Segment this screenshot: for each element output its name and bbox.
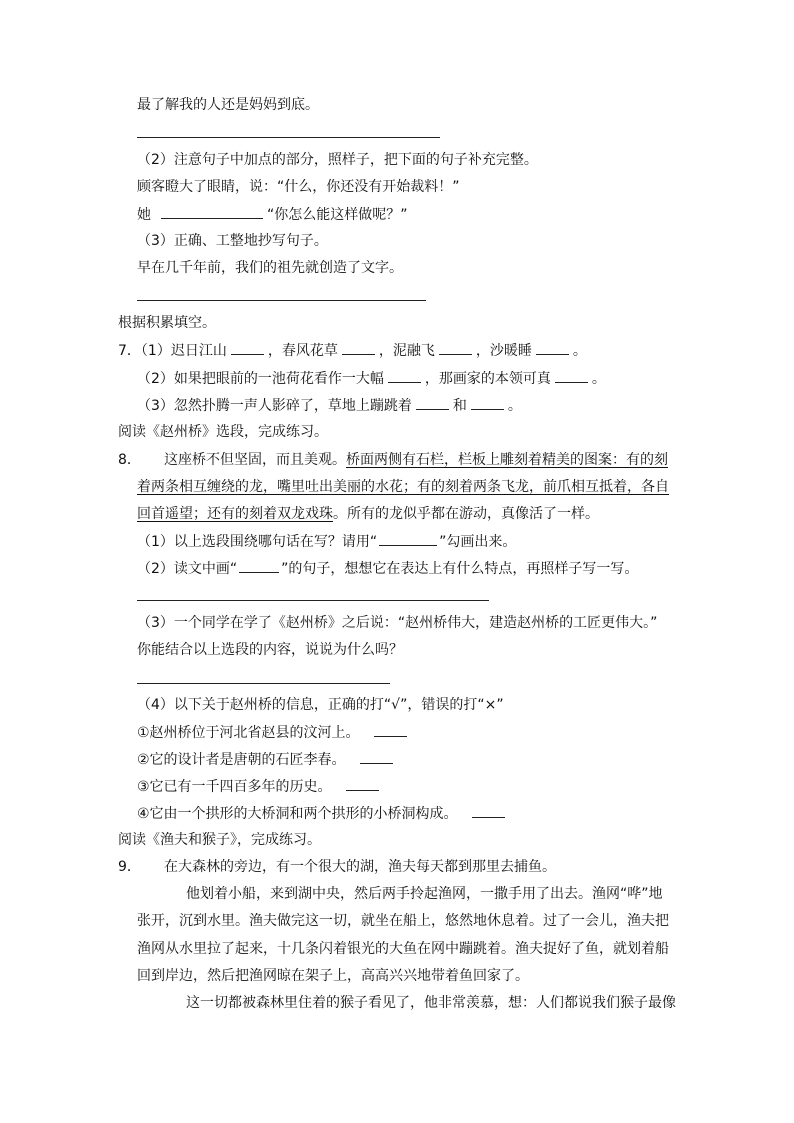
answer-line[interactable]	[137, 600, 489, 601]
judge-item	[137, 722, 411, 743]
text-fragment: 她	[137, 207, 151, 223]
text-fragment: “你怎么能这样做呢？”	[267, 207, 408, 223]
passage-line	[118, 450, 668, 470]
judge-item	[137, 749, 397, 770]
text-fragment: ”勾画出来。	[439, 534, 517, 550]
answer-line[interactable]	[137, 683, 390, 684]
text-fragment: ②它的设计者是唐朝的石匠李春。	[137, 752, 346, 768]
judge-item	[137, 776, 383, 797]
fill-blank[interactable]	[439, 340, 472, 355]
passage-line: 这一切都被森林里住着的猴子看见了，他非常羡慕，想：人们都说我们猴子最像	[186, 995, 676, 1011]
passage-line	[137, 504, 599, 524]
text-fragment: 在大森林的旁边，有一个很大的湖，渔夫每天都到那里去捕鱼。	[164, 859, 556, 875]
fill-blank[interactable]	[346, 776, 379, 791]
text-fragment: 。	[572, 343, 587, 359]
judge-item	[137, 803, 509, 824]
fill-blank[interactable]	[342, 340, 375, 355]
text-fragment: （2）如果把眼前的一池荷花看作一大幅	[137, 371, 384, 387]
text-fragment: ，春风花草	[267, 343, 338, 359]
question-8-2	[137, 558, 638, 579]
passage-line: 回到岸边，然后把渔网晾在架子上，高高兴兴地带着鱼回家了。	[137, 968, 529, 984]
text-fragment: 7．（1）迟日江山	[118, 343, 227, 359]
text-fragment: ，沙暖睡	[475, 343, 532, 359]
text-fragment: 。	[507, 398, 522, 414]
text-line	[137, 204, 408, 225]
question-8-1	[137, 531, 516, 552]
section-heading: 根据积累填空。	[118, 315, 216, 331]
fill-blank[interactable]	[374, 722, 407, 737]
text-fragment: 这座桥不但坚固，而且美观。	[164, 452, 346, 468]
text-fragment: ①赵州桥位于河北省赵县的汶河上。	[137, 725, 360, 741]
question-number: 9．	[118, 859, 141, 875]
question-7-2	[137, 368, 606, 389]
answer-line[interactable]	[137, 300, 426, 301]
question-8-3: （3）一个同学在学了《赵州桥》之后说：“赵州桥伟大，建造赵州桥的工匠更伟大。”	[137, 615, 658, 631]
fill-blank[interactable]	[472, 803, 505, 818]
question-7-1	[118, 340, 587, 361]
question-7-3	[137, 395, 522, 416]
fill-blank[interactable]	[360, 749, 393, 764]
passage-line	[137, 477, 669, 497]
passage-line: 渔网从水里拉了起来，十几条闪着银光的大鱼在网中蹦跳着。渔夫捉好了鱼，就划着船	[137, 941, 669, 957]
fill-blank[interactable]	[555, 368, 588, 383]
fill-blank[interactable]	[161, 204, 263, 219]
fill-blank[interactable]	[471, 395, 504, 410]
text-line: 顾客瞪大了眼睛，说：“什么，你还没有开始裁料！”	[137, 179, 460, 195]
question-text: （3）正确、工整地抄写句子。	[137, 233, 328, 249]
passage-line: 张开，沉到水里。渔夫做完这一切，就坐在船上，悠然地休息着。过了一会儿，渔夫把	[137, 913, 669, 929]
text-fragment: 和	[452, 398, 467, 414]
fill-blank[interactable]	[536, 340, 569, 355]
text-fragment: ④它由一个拱形的大桥洞和两个拱形的小桥洞构成。	[137, 806, 458, 822]
text-line: 早在几千年前，我们的祖先就创造了文字。	[137, 260, 403, 276]
text-fragment: ，那画家的本领可真	[424, 371, 551, 387]
fill-blank[interactable]	[379, 531, 437, 546]
passage-line: 他划着小船，来到湖中央，然后两手拎起渔网，一撒手用了出去。渔网“哗”地	[186, 886, 663, 902]
section-heading: 阅读《赵州桥》选段，完成练习。	[118, 424, 328, 440]
text-fragment: （3）忽然扑腾一声人影碎了，草地上蹦跳着	[137, 398, 412, 414]
text-fragment: 。所有的龙似乎都在游动，真像活了一样。	[333, 506, 599, 522]
text-fragment: ”的句子，想想它在表达上有什么特点，再照样子写一写。	[281, 561, 639, 577]
underlined-text: 桥面两侧有石栏，栏板上雕刻着精美的图案：有的刻	[346, 452, 668, 468]
question-text: （2）注意句子中加点的部分，照样子，把下面的句子补充完整。	[137, 152, 538, 168]
fill-blank[interactable]	[416, 395, 449, 410]
text-fragment: ，泥融飞	[378, 343, 435, 359]
text-line: 最了解我的人还是妈妈到底。	[137, 97, 319, 113]
answer-line[interactable]	[137, 137, 440, 138]
text-fragment: ③它已有一千四百多年的历史。	[137, 779, 332, 795]
question-8-4: （4）以下关于赵州桥的信息，正确的打“√”，错误的打“×”	[137, 697, 504, 713]
underlined-text: 回首遥望；还有的刻着双龙戏珠	[137, 506, 333, 522]
underlined-text: 着两条相互缠绕的龙，嘴里吐出美丽的水花；有的刻着两条飞龙，前爪相互抵着，各自	[137, 479, 669, 495]
fill-blank[interactable]	[388, 368, 421, 383]
fill-blank[interactable]	[231, 340, 264, 355]
text-fragment: 。	[591, 371, 606, 387]
question-number: 8．	[118, 452, 141, 468]
text-fragment: （1）以上选段围绕哪句话在写？请用“	[137, 534, 378, 550]
section-heading: 阅读《渔夫和猴子》，完成练习。	[118, 832, 321, 848]
text-fragment: （2）读文中画“	[137, 561, 238, 577]
passage-line	[118, 857, 556, 877]
text-line: 你能结合以上选段的内容，说说为什么吗？	[137, 642, 403, 658]
fill-blank[interactable]	[239, 558, 279, 573]
